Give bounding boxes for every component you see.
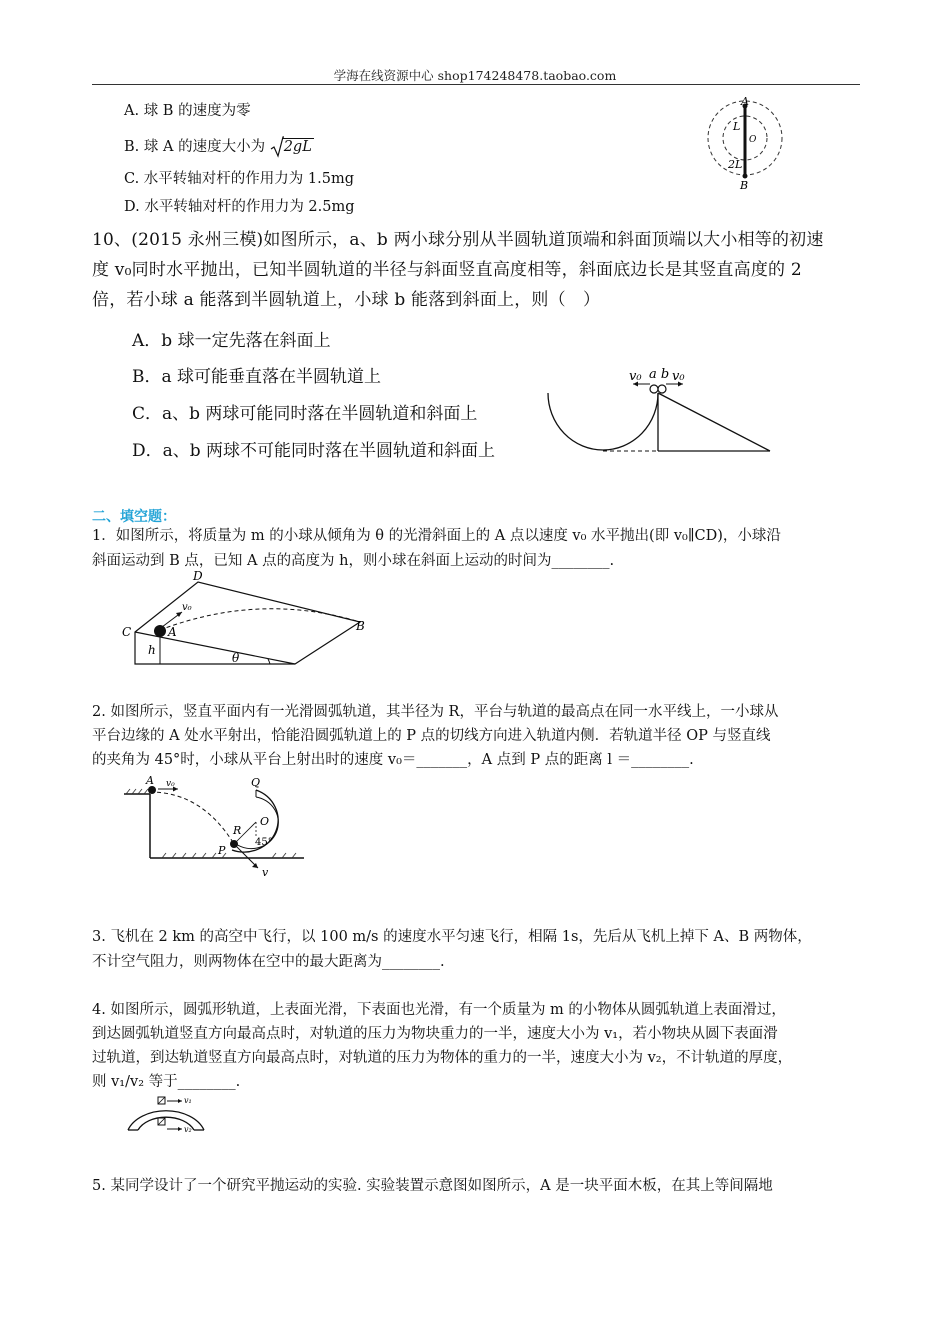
fig1-d: D [193, 569, 203, 583]
q9-option-d: D. 水平转轴对杆的作用力为 2.5mg [124, 199, 355, 215]
fill2-arc-figure [122, 772, 322, 882]
header-divider [92, 84, 860, 85]
fill4-line-1: 4. 如图所示，圆弧形轨道，上表面光滑，下表面也光滑，有一个质量为 m 的小物体从圆弧轨道上表面滑过， [92, 1002, 786, 1018]
fig10-v0-left: v₀ [629, 369, 642, 384]
sqrt-expression [270, 139, 314, 155]
fig10-ab: a b [649, 367, 670, 382]
fill4-line-3: 过轨道，到达轨道竖直方向最高点时，对轨道的压力为物体的重力的一半，速度大小为 v₂，不计轨道的厚度， [92, 1050, 793, 1066]
fig2-v0: v₀ [166, 779, 175, 789]
fig9-label-2l: 2L [728, 158, 743, 171]
fig9-label-b: B [740, 179, 749, 192]
q9-option-c: C. 水平转轴对杆的作用力为 1.5mg [124, 171, 354, 187]
q10-option-a: A．b 球一定先落在斜面上 [132, 331, 331, 351]
fill1-incline-figure [120, 569, 380, 672]
q10-option-c: C．a、b 两球可能同时落在半圆轨道和斜面上 [132, 404, 478, 424]
fill4-line-2: 到达圆弧轨道竖直方向最高点时，对轨道的压力为物块重力的一半，速度大小为 v₁，若小物块从圆下表面滑 [92, 1026, 778, 1042]
q10-stem-line-2: 度 v₀同时水平抛出，已知半圆轨道的半径与斜面竖直高度相等，斜面底边长是其竖直高度的 2 [92, 260, 802, 280]
fig1-v0: v₀ [182, 602, 192, 613]
fill5-line-1: 5. 某同学设计了一个研究平抛运动的实验. 实验装置示意图如图所示，A 是一块平面木板，在其上等间隔地 [92, 1178, 773, 1194]
fig1-b: B [356, 619, 365, 633]
fill3-line-2: 不计空气阻力，则两物体在空中的最大距离为________. [92, 954, 445, 970]
q9-rod-figure [700, 96, 790, 196]
fill1-line-1: 1．如图所示，将质量为 m 的小球从倾角为 θ 的光滑斜面上的 A 点以速度 v₀ 水平抛出(即 v₀∥CD)，小球沿 [92, 528, 781, 544]
q10-option-d: D．a、b 两球不可能同时落在半圆轨道和斜面上 [132, 441, 496, 461]
fig9-label-l: L [733, 120, 741, 133]
fig10-v0-right: v₀ [672, 369, 685, 384]
fig2-q: Q [251, 776, 261, 789]
fig2-v: v [262, 866, 269, 879]
q10-figure [545, 365, 785, 465]
sqrt-radicand: 2gL [283, 139, 312, 155]
q10-stem-line-3: 倍，若小球 a 能落到半圆轨道上，小球 b 能落到斜面上，则（ ） [92, 290, 601, 310]
fig2-r: R [233, 824, 242, 837]
fill3-line-1: 3. 飞机在 2 km 的高空中飞行，以 100 m/s 的速度水平匀速飞行，相隔 1s，先后从飞机上掉下 A、B 两物体， [92, 929, 812, 945]
page-header: 学海在线资源中心 shop174248478.taobao.com [333, 68, 617, 83]
fig4-v2: v₂ [184, 1125, 192, 1134]
fill2-line-3: 的夹角为 45°时，小球从平台上射出时的速度 v₀＝_______，A 点到 P 点的距离 l ＝________. [92, 752, 694, 768]
fill4-arc-figure [124, 1092, 224, 1142]
fill4-line-4: 则 v₁/v₂ 等于________. [92, 1074, 241, 1090]
fig4-v1: v₁ [184, 1096, 192, 1105]
fig9-label-o: O [749, 135, 757, 145]
fig9-label-a: A [741, 95, 749, 108]
section-title-fill-blank: 二、填空题： [92, 509, 176, 525]
fig1-h: h [148, 643, 156, 657]
q9-option-a: A. 球 B 的速度为零 [124, 103, 251, 119]
q9-option-b [124, 135, 314, 156]
fig2-o: O [260, 815, 270, 828]
fig1-theta: θ [232, 651, 240, 665]
fig2-angle: 45° [255, 837, 273, 848]
fig1-c: C [122, 625, 132, 639]
fill1-line-2: 斜面运动到 B 点，已知 A 点的高度为 h，则小球在斜面上运动的时间为________. [92, 553, 615, 569]
fig1-a: A [168, 625, 177, 639]
fill2-line-2: 平台边缘的 A 处水平射出，恰能沿圆弧轨道上的 P 点的切线方向进入轨道内侧．若轨道半径 OP 与竖直线 [92, 728, 771, 744]
fill2-line-1: 2. 如图所示，竖直平面内有一光滑圆弧轨道，其半径为 R，平台与轨道的最高点在同一水平线上，一小球从 [92, 704, 779, 720]
q9-option-b-text: B. 球 A 的速度大小为 [124, 139, 266, 155]
q10-stem-line-1: 10、(2015 永州三模)如图所示，a、b 两小球分别从半圆轨道顶端和斜面顶端以大小相等的初速 [92, 230, 824, 250]
fig2-p: P [218, 844, 226, 857]
fig2-a: A [146, 774, 154, 787]
q10-option-b: B．a 球可能垂直落在半圆轨道上 [132, 367, 382, 387]
sqrt-sign-icon [270, 136, 284, 158]
